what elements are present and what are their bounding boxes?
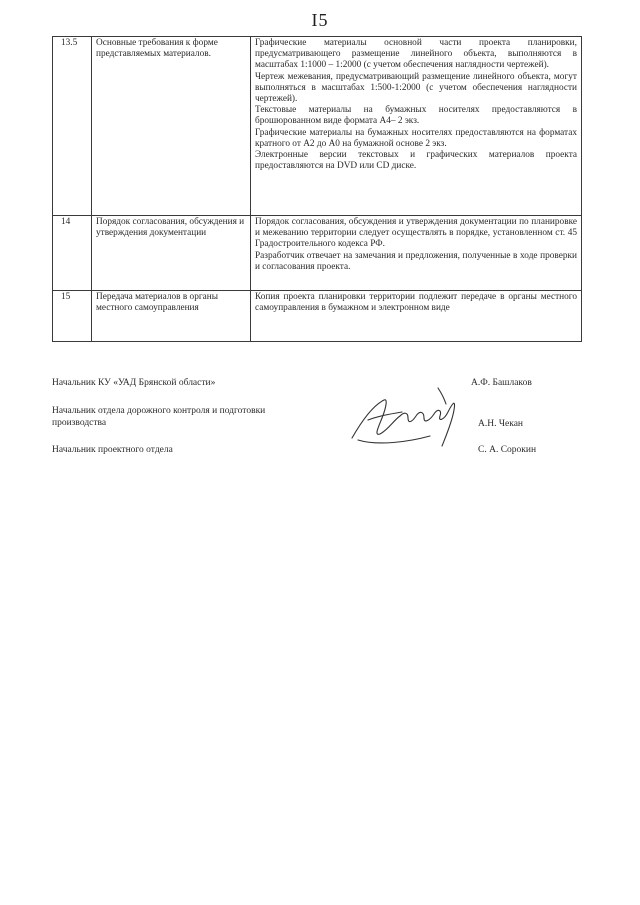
row-topic: Порядок согласования, обсуждения и утверждения документации <box>92 216 251 291</box>
table-row <box>53 216 582 291</box>
signatory-name-road-control: А.Н. Чекан <box>478 419 524 429</box>
row-description <box>251 291 582 342</box>
signatory-name-director: А.Ф. Башлаков <box>471 378 532 388</box>
signatory-role-road-control: Начальник отдела дорожного контроля и подготовки производства <box>52 406 266 428</box>
description-paragraph: Графические материалы основной части проекта планировки, предусматривающего размещение линейного объекта, выполняются в масштабах 1:1000 – 1:2000 (с учетом обеспечения наглядности чертежей). <box>255 38 577 71</box>
row-topic: Передача материалов в органы местного самоуправления <box>92 291 251 342</box>
signatory-role-design: Начальник проектного отдела <box>52 445 173 455</box>
table-row <box>53 291 582 342</box>
row-number: 14 <box>53 216 92 291</box>
row-description <box>251 37 582 216</box>
row-number: 13.5 <box>53 37 92 216</box>
signatory-name-design: С. А. Сорокин <box>478 445 537 455</box>
description-paragraph: Графические материалы на бумажных носителях предоставляются на форматах кратного от А2 до А0 на бумажной основе 2 экз. <box>255 127 577 149</box>
description-paragraph: Электронные версии текстовых и графических материалов проекта предоставляются на DVD или CD диске. <box>255 150 577 172</box>
description-paragraph: Чертеж межевания, предусматривающий размещение линейного объекта, могут выполняться в масштабах 1:500-1:2000 (с учетом обеспечения наглядности чертежей). <box>255 71 577 105</box>
row-number: 15 <box>53 291 92 342</box>
description-paragraph: Порядок согласования, обсуждения и утверждения документации по планировке и межеванию территории следует осуществлять в порядке, установленном ст. 45 Градостроительного кодекса РФ. <box>255 217 577 250</box>
description-paragraph: Текстовые материалы на бумажных носителях предоставляются в брошюрованном виде формата А4– 2 экз. <box>255 105 577 127</box>
description-paragraph: Копия проекта планировки территории подлежит передаче в органы местного самоуправления в бумажном и электронном виде <box>255 292 577 314</box>
page-number: I5 <box>311 10 329 30</box>
signatory-role-director: Начальник КУ «УАД Брянской области» <box>52 378 216 388</box>
description-paragraph: Разработчик отвечает на замечания и предложения, полученные в ходе проверки и согласования проекта. <box>255 250 577 272</box>
row-description <box>251 216 582 291</box>
handwritten-signature <box>338 376 478 456</box>
row-topic: Основные требования к форме представляемых материалов. <box>92 37 251 216</box>
requirements-table <box>52 36 582 342</box>
table-row <box>53 37 582 216</box>
